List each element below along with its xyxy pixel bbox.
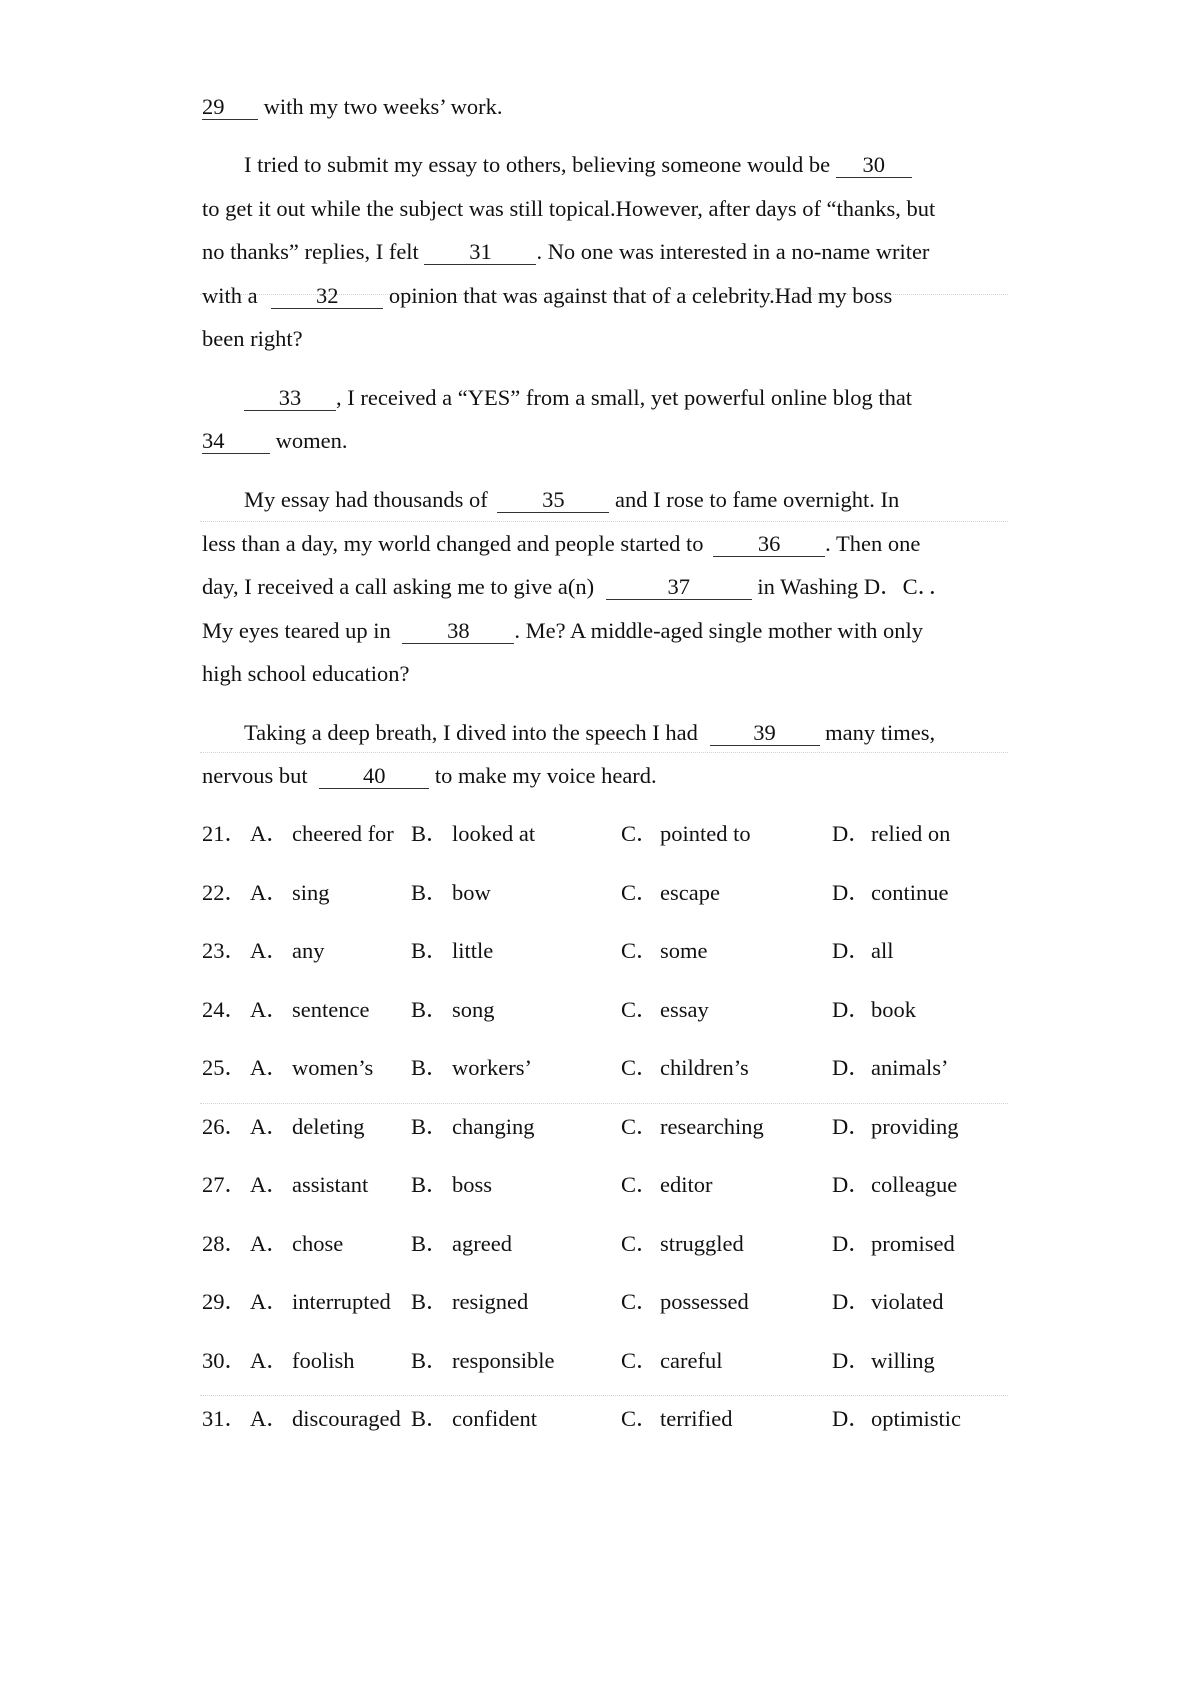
blank-38: 38 <box>402 619 514 644</box>
question-number: 21． <box>202 821 248 846</box>
question-number: 30． <box>202 1348 248 1373</box>
option-letter-a: A． <box>250 1406 289 1431</box>
option-a: sentence <box>292 997 370 1022</box>
option-c: editor <box>660 1172 713 1197</box>
option-letter-d: D． <box>832 1348 871 1373</box>
passage-line <box>202 324 1002 354</box>
passage-line <box>202 529 1002 559</box>
passage-line <box>202 237 1002 267</box>
option-b: looked at <box>452 821 536 846</box>
option-letter-d: D． <box>832 1406 871 1431</box>
question-options-row <box>202 1229 1002 1259</box>
option-letter-b: B． <box>411 1114 449 1139</box>
option-letter-c: C． <box>621 938 659 963</box>
option-letter-c: C． <box>621 1406 659 1431</box>
passage-line <box>244 150 1002 180</box>
option-letter-d: D． <box>832 880 871 905</box>
option-letter-b: B． <box>411 938 449 963</box>
option-c: children’s <box>660 1055 749 1080</box>
option-letter-b: B． <box>411 1231 449 1256</box>
option-b: workers’ <box>452 1055 532 1080</box>
option-d: colleague <box>871 1172 958 1197</box>
option-letter-c: C． <box>621 997 659 1022</box>
question-number: 31． <box>202 1406 248 1431</box>
option-letter-b: B． <box>411 821 449 846</box>
option-d: violated <box>871 1289 944 1314</box>
option-letter-a: A． <box>250 1172 289 1197</box>
line-text: to make my voice heard. <box>429 763 657 788</box>
passage-line <box>244 485 1002 515</box>
line-text: less than a day, my world changed and people started to <box>202 531 710 556</box>
line-text: My essay had thousands of <box>244 487 494 512</box>
passage-line <box>202 194 1002 224</box>
line-text: opinion that was against that of a celebrity.Had my boss <box>383 283 893 308</box>
option-letter-a: A． <box>250 1114 289 1139</box>
option-a: discouraged <box>292 1406 401 1431</box>
passage-line <box>202 761 1002 791</box>
question-number: 29． <box>202 1289 248 1314</box>
option-b: bow <box>452 880 491 905</box>
dotted-separator <box>200 521 1008 522</box>
line-text: high school education? <box>202 661 410 686</box>
option-b: resigned <box>452 1289 529 1314</box>
blank-29: 29 <box>202 95 258 120</box>
option-b: little <box>452 938 494 963</box>
line-text: with a <box>202 283 264 308</box>
question-options-row <box>202 878 1002 908</box>
option-letter-b: B． <box>411 1289 449 1314</box>
line-text: nervous but <box>202 763 314 788</box>
option-d: providing <box>871 1114 959 1139</box>
question-options-row <box>202 1287 1002 1317</box>
blank-34: 34 <box>202 429 270 454</box>
option-letter-b: B． <box>411 880 449 905</box>
line-text: to get it out while the subject was still topical.However, after days of “thanks, but <box>202 196 936 221</box>
passage-line <box>202 659 1002 689</box>
option-letter-c: C． <box>621 1231 659 1256</box>
blank-30: 30 <box>836 153 912 178</box>
option-b: confident <box>452 1406 537 1431</box>
option-letter-a: A． <box>250 1348 289 1373</box>
line-text: with my two weeks’ work. <box>258 94 503 119</box>
option-a: deleting <box>292 1114 365 1139</box>
option-a: assistant <box>292 1172 369 1197</box>
dotted-separator <box>200 1103 1008 1104</box>
option-c: terrified <box>660 1406 733 1431</box>
passage-line <box>202 616 1002 646</box>
option-c: pointed to <box>660 821 751 846</box>
line-text: day, I received a call asking me to give a(n) <box>202 574 600 599</box>
line-text: been right? <box>202 326 303 351</box>
option-letter-d: D． <box>832 821 871 846</box>
option-b: changing <box>452 1114 535 1139</box>
option-letter-d: D． <box>832 1231 871 1256</box>
option-letter-a: A． <box>250 1231 289 1256</box>
question-options-row <box>202 1170 1002 1200</box>
option-letter-a: A． <box>250 1289 289 1314</box>
question-number: 26． <box>202 1114 248 1139</box>
option-d: continue <box>871 880 949 905</box>
option-d: willing <box>871 1348 935 1373</box>
passage-line <box>244 718 1002 748</box>
question-options-row <box>202 1053 1002 1083</box>
line-text: many times, <box>819 720 936 745</box>
option-c: escape <box>660 880 720 905</box>
question-options-row <box>202 936 1002 966</box>
option-a: any <box>292 938 325 963</box>
passage-line <box>202 92 1002 122</box>
line-text: , I received a “YES” from a small, yet powerful online blog that <box>336 385 913 410</box>
option-letter-c: C． <box>621 1114 659 1139</box>
line-text: women. <box>270 428 348 453</box>
option-letter-a: A． <box>250 821 289 846</box>
line-text: no thanks” replies, I felt <box>202 239 425 264</box>
line-text: I tried to submit my essay to others, believing someone would be <box>244 152 836 177</box>
dotted-separator <box>200 752 1008 753</box>
option-c: researching <box>660 1114 764 1139</box>
option-d: optimistic <box>871 1406 961 1431</box>
option-d: relied on <box>871 821 951 846</box>
option-c: struggled <box>660 1231 744 1256</box>
line-text: . No one was interested in a no-name writer <box>536 239 930 264</box>
question-options-row <box>202 1404 1002 1434</box>
question-number: 27． <box>202 1172 248 1197</box>
option-a: interrupted <box>292 1289 391 1314</box>
question-number: 25． <box>202 1055 248 1080</box>
option-letter-a: A． <box>250 1055 289 1080</box>
option-letter-b: B． <box>411 1406 449 1431</box>
option-a: sing <box>292 880 330 905</box>
option-letter-c: C． <box>621 1289 659 1314</box>
option-a: chose <box>292 1231 344 1256</box>
passage-line <box>202 426 1002 456</box>
option-d: all <box>871 938 894 963</box>
option-d: promised <box>871 1231 955 1256</box>
option-b: agreed <box>452 1231 512 1256</box>
passage-line <box>202 572 1002 602</box>
blank-33: 33 <box>244 386 336 411</box>
blank-39: 39 <box>710 721 820 746</box>
line-text: My eyes teared up in <box>202 618 397 643</box>
option-letter-d: D． <box>832 1055 871 1080</box>
question-options-row <box>202 1346 1002 1376</box>
option-c: careful <box>660 1348 723 1373</box>
blank-36: 36 <box>713 532 825 557</box>
line-text: Taking a deep breath, I dived into the speech I had <box>244 720 704 745</box>
option-letter-b: B． <box>411 1055 449 1080</box>
blank-35: 35 <box>497 488 609 513</box>
blank-40: 40 <box>319 764 429 789</box>
line-text: . Me? A middle-aged single mother with only <box>514 618 924 643</box>
option-letter-b: B． <box>411 1172 449 1197</box>
line-text: and I rose to fame overnight. In <box>609 487 900 512</box>
option-letter-a: A． <box>250 880 289 905</box>
option-letter-d: D． <box>832 1114 871 1139</box>
option-c: essay <box>660 997 709 1022</box>
question-number: 22． <box>202 880 248 905</box>
blank-32: 32 <box>271 284 383 309</box>
blank-31: 31 <box>424 240 536 265</box>
dotted-separator <box>200 1395 1008 1396</box>
option-letter-c: C． <box>621 821 659 846</box>
option-letter-d: D． <box>832 997 871 1022</box>
option-d: book <box>871 997 916 1022</box>
question-number: 24． <box>202 997 248 1022</box>
option-letter-b: B． <box>411 1348 449 1373</box>
question-options-row <box>202 819 1002 849</box>
option-a: cheered for <box>292 821 394 846</box>
blank-37: 37 <box>606 575 752 600</box>
option-letter-c: C． <box>621 880 659 905</box>
line-text: . Then one <box>825 531 921 556</box>
option-a: foolish <box>292 1348 355 1373</box>
option-letter-c: C． <box>621 1348 659 1373</box>
option-letter-a: A． <box>250 997 289 1022</box>
line-text: in Washing D．C．． <box>751 574 952 599</box>
option-letter-d: D． <box>832 1289 871 1314</box>
option-letter-a: A． <box>250 938 289 963</box>
question-number: 28． <box>202 1231 248 1256</box>
question-options-row <box>202 1112 1002 1142</box>
passage-line <box>244 383 1002 413</box>
option-b: song <box>452 997 495 1022</box>
option-letter-d: D． <box>832 1172 871 1197</box>
option-b: responsible <box>452 1348 555 1373</box>
option-c: some <box>660 938 708 963</box>
option-letter-d: D． <box>832 938 871 963</box>
option-letter-b: B． <box>411 997 449 1022</box>
option-a: women’s <box>292 1055 374 1080</box>
option-b: boss <box>452 1172 493 1197</box>
option-letter-c: C． <box>621 1172 659 1197</box>
option-d: animals’ <box>871 1055 949 1080</box>
question-number: 23． <box>202 938 248 963</box>
question-options-row <box>202 995 1002 1025</box>
option-letter-c: C． <box>621 1055 659 1080</box>
option-c: possessed <box>660 1289 749 1314</box>
passage-line <box>202 281 1002 311</box>
